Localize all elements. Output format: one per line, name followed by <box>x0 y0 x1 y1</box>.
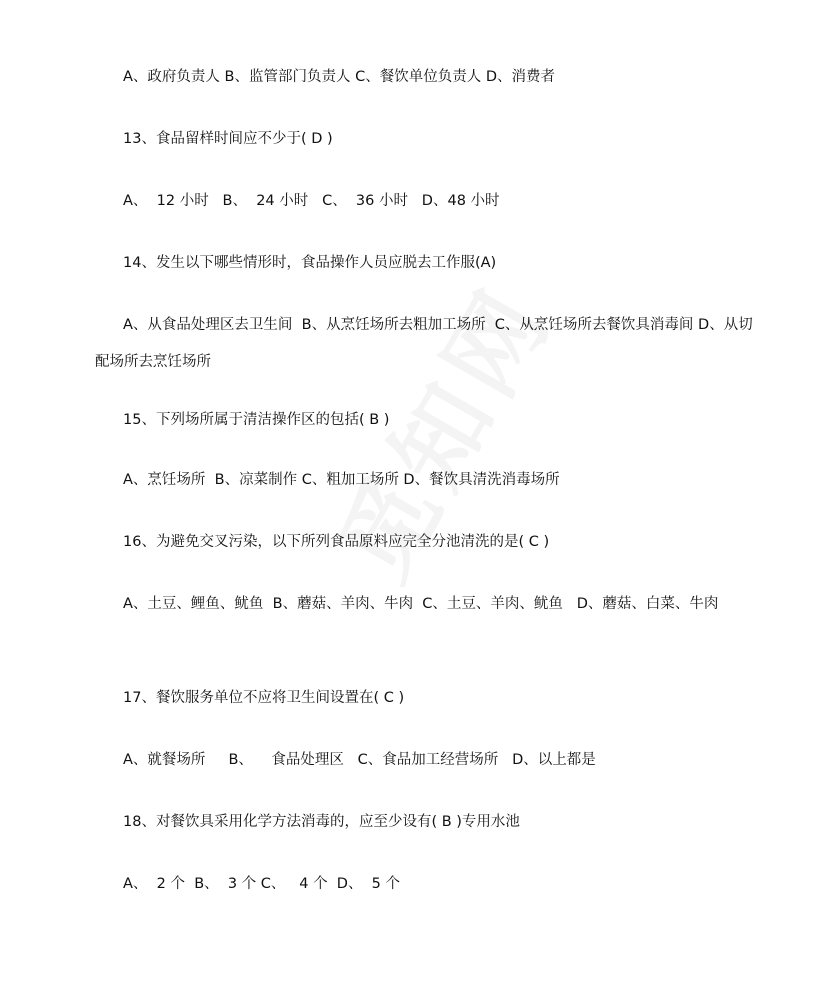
options-15: A、烹饪场所 B、凉菜制作 C、粗加工场所 D、餐饮具清洗消毒场所 <box>123 472 560 488</box>
options-13: A、 12 小时 B、 24 小时 C、 36 小时 D、48 小时 <box>123 193 500 209</box>
question-18: 18、对餐饮具采用化学方法消毒的，应至少设有( B )专用水池 <box>123 814 520 830</box>
options-17: A、就餐场所 B、 食品处理区 C、食品加工经营场所 D、以上都是 <box>123 752 596 768</box>
question-16: 16、为避免交叉污染，以下所列食品原料应完全分池清洗的是( C ) <box>123 534 550 550</box>
question-13: 13、食品留样时间应不少于( D ) <box>123 131 333 147</box>
options-16: A、土豆、鲤鱼、鱿鱼 B、蘑菇、羊肉、牛肉 C、土豆、羊肉、鱿鱼 D、蘑菇、白菜、牛肉 <box>123 596 719 612</box>
options-12: A、政府负责人 B、监管部门负责人 C、餐饮单位负责人 D、消费者 <box>123 69 555 85</box>
question-17: 17、餐饮服务单位不应将卫生间设置在( C ) <box>123 690 405 706</box>
question-15: 15、下列场所属于清洁操作区的包括( B ) <box>123 412 390 428</box>
question-14: 14、发生以下哪些情形时，食品操作人员应脱去工作服(A) <box>123 255 497 271</box>
options-18: A、 2 个 B、 3 个 C、 4 个 D、 5 个 <box>123 876 401 892</box>
options-14: A、从食品处理区去卫生间 B、从烹饪场所去粗加工场所 C、从烹饪场所去餐饮具消毒间 D、从切配场所去烹饪场所 <box>95 317 753 370</box>
